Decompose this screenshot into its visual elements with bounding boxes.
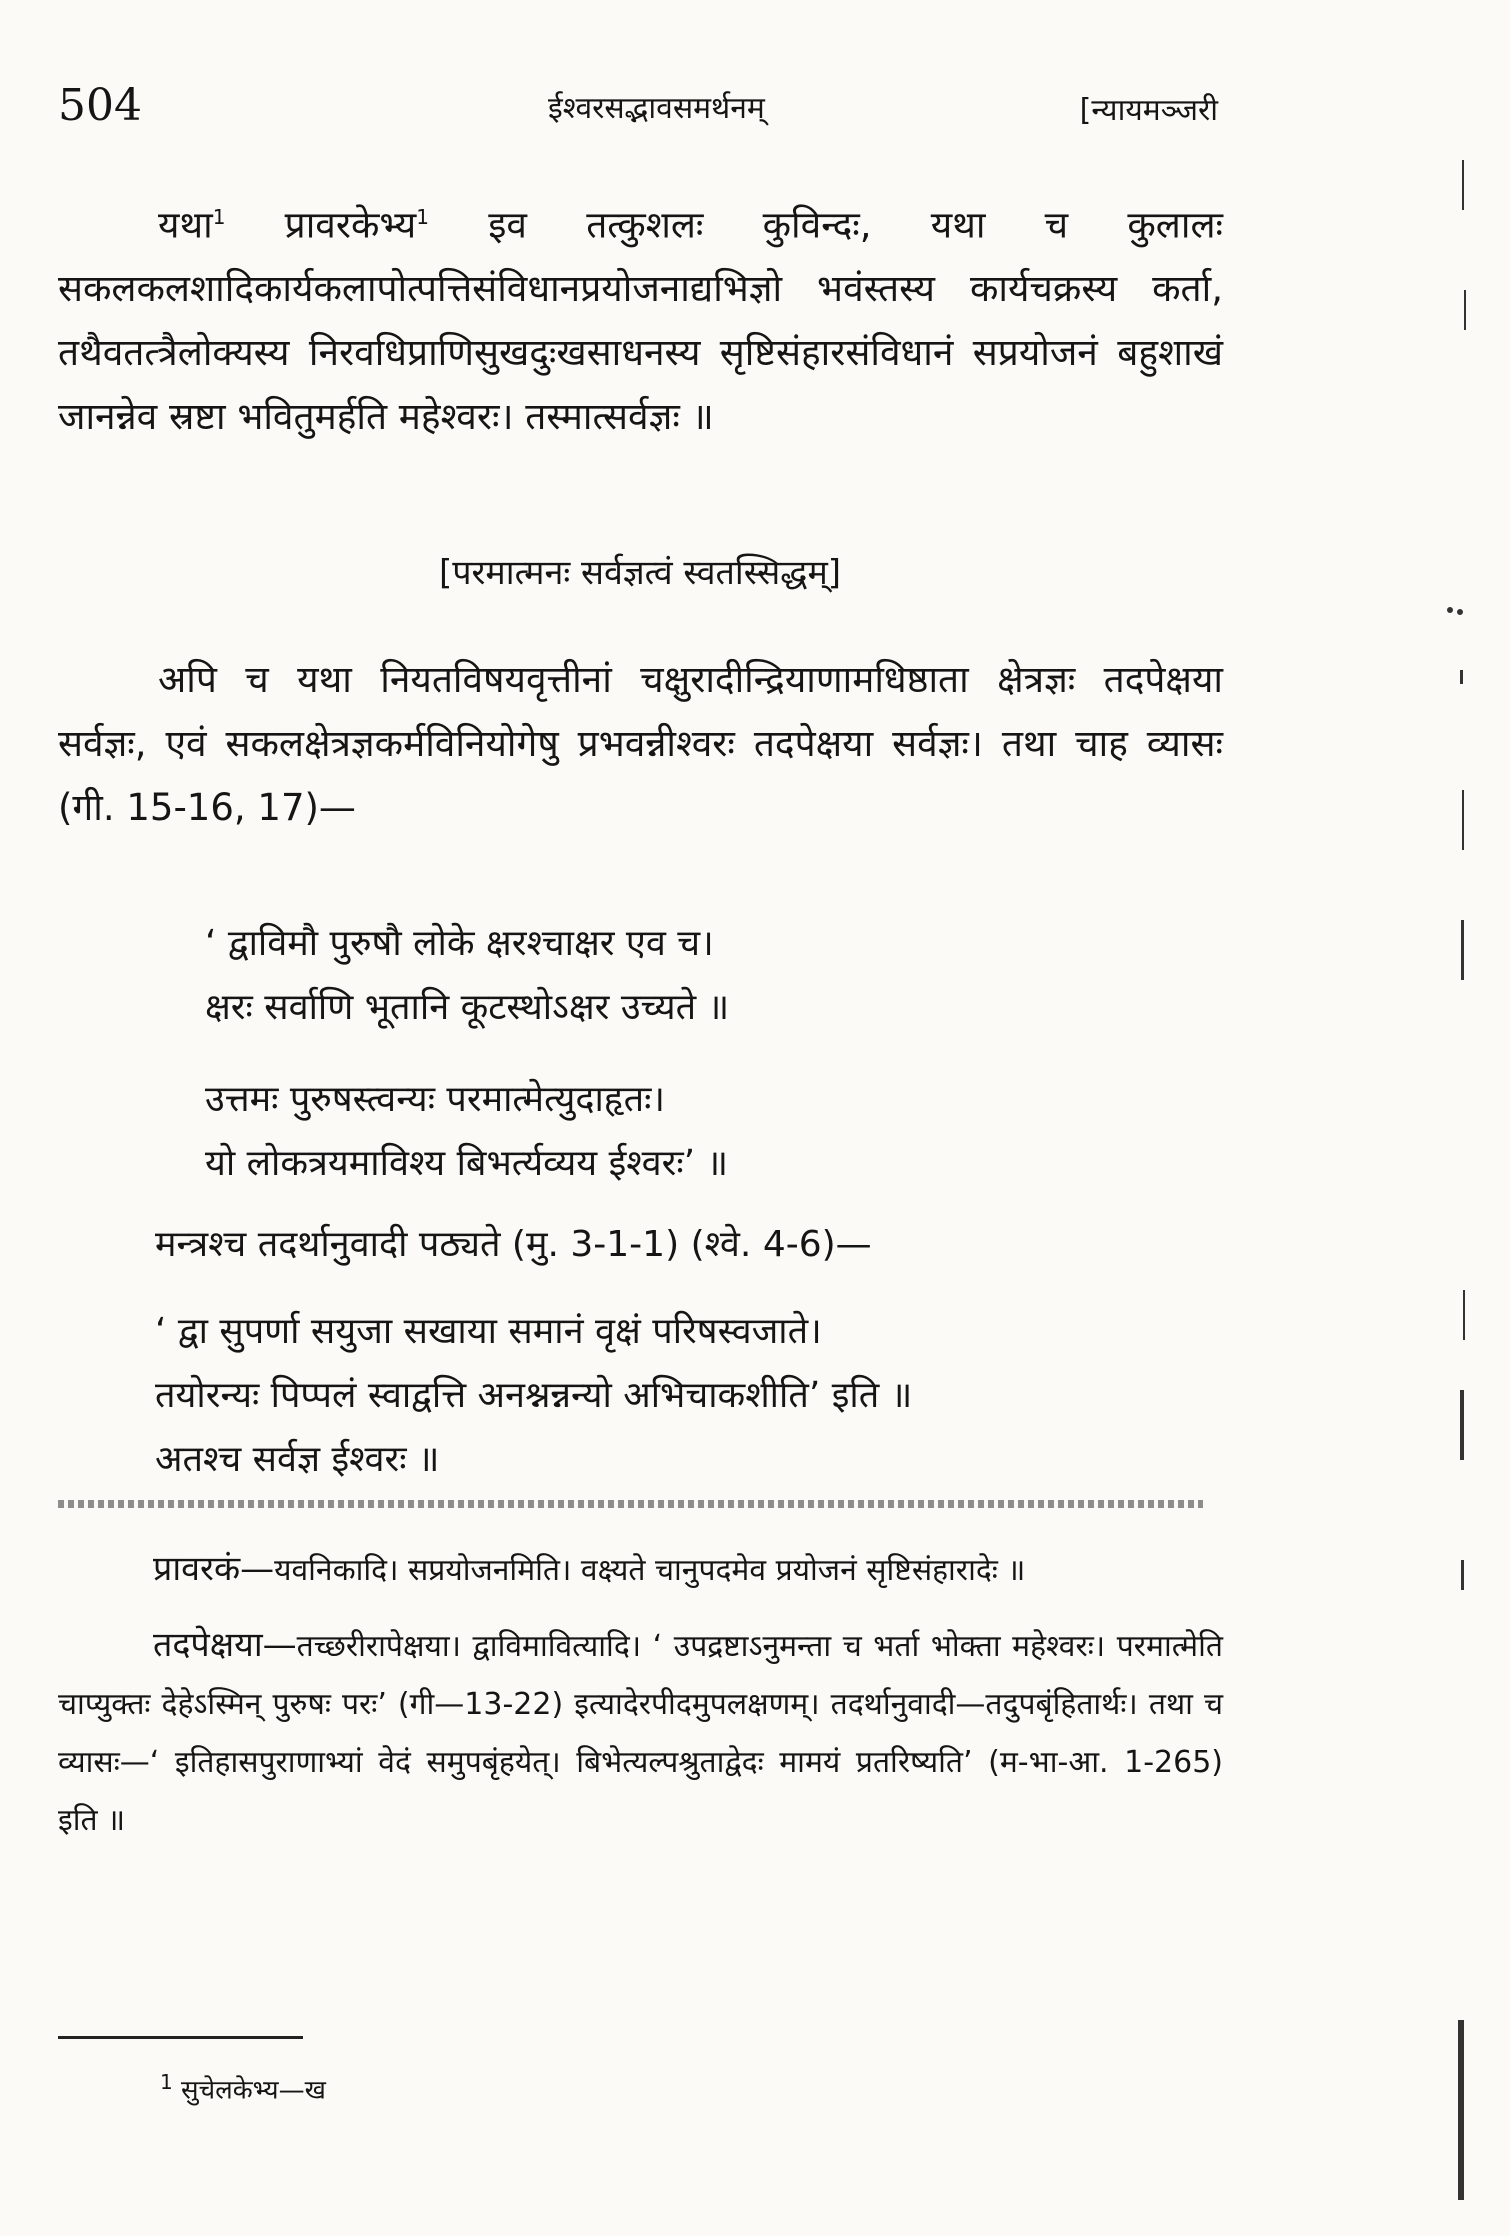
para2-text: अपि च यथा नियतविषयवृत्तीनां चक्षुरादीन्द्रियाणामधिष्ठाता क्षेत्रज्ञः तदपेक्षया सर्वज्ञः, एवं सकलक्षेत्रज्ञकर्मविनियोगेषु प्रभवन्नीश्वरः तदपेक्षया सर्वज्ञः। तथा चाह व्यासः (गी. 15-16, 17)— <box>58 658 1223 829</box>
verse-line: उत्तमः पुरुषस्त्वन्यः परमात्मेत्युदाहृतः। <box>205 1079 666 1120</box>
paragraph-2 <box>58 648 1223 840</box>
commentary-text: तच्छरीरापेक्षया। द्वाविमावित्यादि। ‘ उपद्रष्टाऽनुमन्ता च भर्ता भोक्ता महेश्वरः। परमात्मेति चाप्युक्तः देहेऽस्मिन् पुरुषः परः’ (गी—13-22) इत्यादेरपीदमुपलक्षणम्। तदर्थानुवादी—तदुपबृंहितार्थः। तथा च व्यासः—‘ इतिहासपुराणाभ्यां वेदं समुपबृंहयेत्। बिभेत्यल्पश्रुताद्वेदः मामयं प्रतरिष्यति’ (म-भा-आ. 1-265) इति ॥ <box>58 1629 1223 1838</box>
verse-2 <box>205 1068 728 1196</box>
commentary-para-2 <box>58 1616 1223 1850</box>
footnote <box>160 2070 326 2107</box>
para1-text: इव तत्कुशलः कुविन्दः, यथा च कुलालः सकलकलशादिकार्यकलापोत्पत्तिसंविधानप्रयोजनाद्यभिज्ञो भवंस्तस्य कार्यचक्रस्य कर्ता, तथैवतत्त्रैलोक्यस्य निरवधिप्राणिसुखदुःखसाधनस्य सृष्टिसंहारसंविधानं सप्रयोजनं बहुशाखं जानन्नेव स्रष्टा भवितुमर्हति महेश्वरः। तस्मात्सर्वज्ञः ॥ <box>58 203 1224 439</box>
page-number: 504 <box>58 80 142 131</box>
mantra-intro: मन्त्रश्च तदर्थानुवादी पठ्यते (मु. 3-1-1) (श्वे. 4-6)— <box>155 1224 872 1265</box>
footnote-ref-1b: 1 <box>416 205 429 229</box>
running-title: ईश्वरसद्भावसमर्थनम् <box>548 91 765 126</box>
page-header <box>58 80 1218 150</box>
footnote-ref-1: 1 <box>212 205 226 229</box>
mantra-line: अतश्च सर्वज्ञ ईश्वरः ॥ <box>155 1439 440 1480</box>
mantra-line: तयोरन्यः पिप्पलं स्वाद्वत्ति अनश्नन्नन्यो अभिचाकशीति’ इति ॥ <box>155 1375 913 1416</box>
footnote-rule <box>58 2036 303 2039</box>
verse-line: क्षरः सर्वाणि भूतानि कूटस्थोऽक्षर उच्यते ॥ <box>205 987 730 1028</box>
running-section: [न्यायमञ्जरी <box>1079 93 1218 128</box>
mantra-line: ‘ द्वा सुपर्णा सयुजा सखाया समानं वृक्षं परिषस्वजाते। <box>155 1311 822 1352</box>
commentary-lead: तदपेक्षया— <box>153 1625 297 1665</box>
para1-lead: यथा <box>158 203 213 247</box>
commentary-para-1 <box>58 1540 1223 1600</box>
verse-line: यो लोकत्रयमाविश्य बिभर्त्यव्यय ईश्वरः’ ॥ <box>205 1143 729 1184</box>
verse-line: ‘ द्वाविमौ पुरुषौ लोके क्षरश्चाक्षर एव च। <box>205 923 714 964</box>
mantra-quote <box>155 1300 912 1492</box>
para1-word: प्रावरकेभ्य <box>284 203 417 247</box>
footnote-marker: 1 <box>160 2070 173 2094</box>
commentary <box>58 1540 1223 1850</box>
commentary-text: यवनिकादि। सप्रयोजनमिति। वक्ष्यते चानुपदमेव प्रयोजनं सृष्टिसंहारादेः ॥ <box>274 1553 1026 1588</box>
paragraph-1 <box>58 185 1223 449</box>
section-subheading: [परमात्मनः सर्वज्ञत्वं स्वतस्सिद्धम्] <box>438 553 842 593</box>
scan-margin-specks <box>1420 0 1510 2236</box>
commentary-lead: प्रावरकं— <box>153 1549 275 1589</box>
wavy-divider <box>58 1500 1203 1508</box>
footnote-text: सुचेलकेभ्य—ख <box>181 2075 326 2106</box>
verse-1 <box>205 912 729 1040</box>
